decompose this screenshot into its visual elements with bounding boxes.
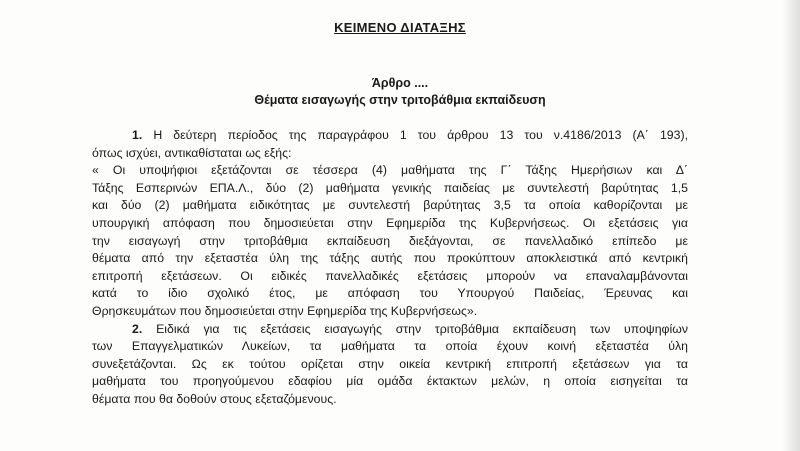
paragraph-2-line: 2. Ειδικά για τις εξετάσεις εισαγωγής στην τριτοβάθμια εκπαίδευση των υποψηφίων bbox=[132, 321, 688, 336]
paragraph-2-line: θέματα που θα δοθούν στους εξεταζόμενους. bbox=[92, 391, 337, 406]
paragraph-1-line: θέματα από την εξεταστέα ύλη της τάξης αυτής που προκύπτουν αποκλειστικά από κεντρική bbox=[92, 251, 688, 266]
paragraph-2-line: των Επαγγελματικών Λυκείων, τα μαθήματα τα οποία έχουν κοινή εξεταστέα ύλη bbox=[92, 339, 688, 354]
paragraph-1-line: Τάξης Εσπερινών ΕΠΑ.Λ., δύο (2) μαθήματα γενικής παιδείας με συντελεστή βαρύτητας 1,5 bbox=[92, 180, 688, 195]
article-title: Θέματα εισαγωγής στην τριτοβάθμια εκπαίδευση bbox=[254, 93, 546, 107]
document-heading: ΚΕΙΜΕΝΟ ΔΙΑΤΑΞΗΣ bbox=[334, 20, 466, 35]
paragraph-2-line: μαθήματα του προηγούμενου εδαφίου μία ομάδα έκτακτων μελών, η οποία εισηγείται τα bbox=[92, 374, 688, 389]
paragraph-1-line: υπουργική απόφαση που δημοσιεύεται στην Εφημερίδα της Κυβερνήσεως. Οι εξετάσεις για bbox=[92, 215, 688, 230]
paragraph-2-line: συνεξετάζονται. Ως εκ τούτου ορίζεται στην οικεία κεντρική επιτροπή εξετάσεων για τα bbox=[92, 356, 688, 371]
paragraph-1-number: 1. bbox=[132, 128, 143, 142]
paragraph-1-line: επιτροπή εξετάσεων. Οι ειδικές πανελλαδικές εξετάσεις μπορούν να επαναλαμβάνονται bbox=[92, 268, 688, 283]
paragraph-1-line: και δύο (2) μαθήματα ειδικότητας με συντελεστή βαρύτητας 3,5 τα οποία καθορίζονται με bbox=[92, 198, 688, 213]
paragraph-2-number: 2. bbox=[132, 321, 143, 336]
article-body bbox=[92, 127, 688, 409]
paragraph-1-line: « Οι υποψήφιοι εξετάζονται σε τέσσερα (4) μαθήματα της Γ΄ Τάξης Ημερήσιων και Δ΄ bbox=[92, 163, 688, 178]
paragraph-1-line: κατά το ίδιο σχολικό έτος, με απόφαση του Υπουργού Παιδείας, Έρευνας και bbox=[92, 286, 688, 301]
article-number: Άρθρο .... bbox=[371, 76, 429, 90]
paragraph-1-line: την εισαγωγή στην τριτοβάθμια εκπαίδευση διεξάγονται, σε πανελλαδικό επίπεδο με bbox=[92, 233, 688, 248]
paragraph-1-line: 1. Η δεύτερη περίοδος της παραγράφου 1 του άρθρου 13 του ν.4186/2013 (Α΄ 193), bbox=[132, 128, 688, 142]
paragraph-1-line: Θρησκευμάτων που δημοσιεύεται στην Εφημερίδα της Κυβερνήσεως». bbox=[92, 303, 478, 318]
scan-edge-shadow bbox=[782, 0, 800, 451]
paragraph-1-line: όπως ισχύει, αντικαθίσταται ως εξής: bbox=[92, 145, 292, 160]
